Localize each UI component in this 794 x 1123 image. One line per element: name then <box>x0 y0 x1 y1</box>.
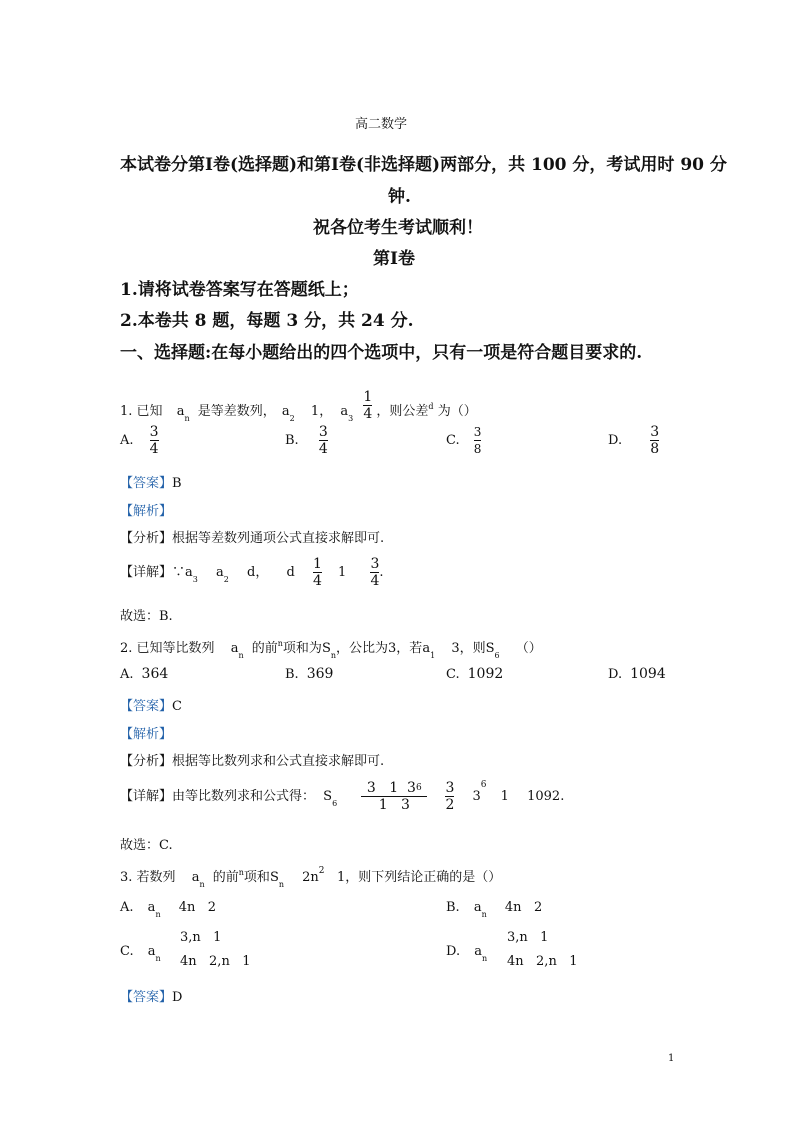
fenxi-text: 根据等差数列通项公式直接求解即可. <box>172 531 385 546</box>
a: a <box>474 944 482 959</box>
d-one: 1 <box>500 789 509 804</box>
q3-text-3: 项和 <box>243 870 270 885</box>
d-a2 <box>216 565 229 584</box>
page-number: 1 <box>668 1053 675 1064</box>
option-label: C. <box>446 433 460 448</box>
q1-text-3: ，则公差 <box>376 404 429 419</box>
q2-conclusion: 故选：C. <box>120 838 173 853</box>
q1-answer <box>120 472 182 491</box>
q2-s6 <box>485 641 500 660</box>
q1-an <box>176 404 190 423</box>
d-b: 3 <box>400 797 410 813</box>
q3-sn <box>269 870 284 889</box>
q2-a1 <box>422 641 436 660</box>
q3-expr <box>302 866 346 885</box>
dot: . <box>560 789 565 804</box>
option-fraction <box>474 424 482 457</box>
intro-line-2: 钟. <box>388 187 411 207</box>
n: n <box>277 639 283 648</box>
q1-a2-a: a <box>281 404 290 419</box>
answer-tag: 【答案】 <box>120 476 173 491</box>
q1-a2-sub: 2 <box>289 414 295 423</box>
opt-d-an <box>474 944 488 963</box>
d-a3 <box>185 565 198 584</box>
q2-detail <box>120 780 564 813</box>
d-pow <box>472 780 487 804</box>
d-var: d <box>286 565 295 580</box>
fenxi-text: 根据等比数列求和公式直接求解即可. <box>172 754 385 769</box>
num: 1 <box>312 556 322 572</box>
sub: n <box>155 954 161 963</box>
num: 3 <box>318 424 328 440</box>
a: a <box>230 641 239 656</box>
exp: 6 <box>480 780 487 790</box>
option-label: D. <box>446 944 461 959</box>
sub: 1 <box>430 651 436 660</box>
q3-option-d-case1: 3,n 1 <box>507 930 549 945</box>
q2-option-d[interactable] <box>608 666 666 682</box>
answer-tag: 【答案】 <box>120 990 173 1005</box>
answer-value: D <box>172 990 183 1005</box>
q2-text-6: ，则 <box>459 641 486 656</box>
num: 3 <box>445 780 455 796</box>
opt-b-an <box>473 900 487 919</box>
option-label: C. <box>120 944 134 959</box>
q2-option-c[interactable] <box>446 666 503 682</box>
q1-frac <box>363 389 372 422</box>
q1-a3 <box>340 404 354 423</box>
fenxi-tag: 【分析】 <box>120 754 173 769</box>
q1-detail <box>120 556 384 589</box>
page-title: 高二数学 <box>355 117 408 132</box>
q2-text-3: 项和为 <box>282 641 322 656</box>
q3-option-c-case2: 4n 2,n 1 <box>180 954 251 969</box>
option-value: 1092 <box>467 666 504 682</box>
q1-option-b[interactable] <box>285 424 328 457</box>
q1-one: 1 <box>310 404 320 419</box>
q1-frac-den: 4 <box>363 406 373 422</box>
note-2: 2.本卷共 8 题，每题 3 分，共 24 分. <box>120 311 414 331</box>
option-label: A. <box>120 900 134 915</box>
expr-b: 2 <box>533 900 543 915</box>
option-fraction <box>650 424 659 457</box>
q2-answer <box>120 695 182 714</box>
s: S <box>323 789 333 804</box>
q1-option-c[interactable] <box>446 424 481 457</box>
section-heading: 一、选择题:在每小题给出的四个选项中，只有一项是符合题目要求的. <box>120 343 643 363</box>
because-symbol: ∵ <box>172 565 186 580</box>
intro-line-1: 本试卷分第Ⅰ卷(选择题)和第Ⅰ卷(非选择题)两部分，共 100 分，考试用时 90 分 <box>120 155 727 175</box>
q3-option-a[interactable] <box>120 900 217 919</box>
q2-text: 2. 已知等比数列 <box>120 641 215 656</box>
den <box>379 797 410 813</box>
expr-a: 4n <box>504 900 522 915</box>
option-label: B. <box>285 667 299 682</box>
q3-text-2: 的前 <box>212 870 239 885</box>
sub: n <box>238 651 244 660</box>
s: S <box>269 870 279 885</box>
option-label: D. <box>608 433 623 448</box>
option-fraction <box>319 424 328 457</box>
d-result: 1092 <box>527 789 561 804</box>
dot: . <box>379 565 384 580</box>
q1-d: d <box>428 402 434 411</box>
q1-conclusion: 故选：B. <box>120 609 173 624</box>
q1-a2 <box>281 404 295 423</box>
q2-text-4: ，公比为 <box>336 641 389 656</box>
q2-analysis-tag: 【解析】 <box>120 727 173 742</box>
q3-option-d[interactable] <box>446 944 488 963</box>
n-c: 3 <box>407 780 416 796</box>
note-1: 1.请将试卷答案写在答题纸上； <box>120 280 359 300</box>
q1-an-sub: n <box>184 414 190 423</box>
q2-fenxi <box>120 750 384 769</box>
q3-text-4: ，则下列结论正确的是（） <box>345 870 502 885</box>
sub: n <box>199 880 205 889</box>
option-value: 1094 <box>630 666 666 682</box>
den: 4 <box>312 573 322 589</box>
option-label: A. <box>120 667 134 682</box>
d-s6 <box>323 789 338 808</box>
sub: n <box>481 910 487 919</box>
q1-an-a: a <box>176 404 185 419</box>
sub: n <box>155 910 161 919</box>
num: 3 <box>370 556 380 572</box>
q3-option-b[interactable] <box>446 900 543 919</box>
q1-frac-num: 1 <box>363 389 373 405</box>
q2-text-7: （） <box>515 641 542 656</box>
num <box>367 780 422 796</box>
q1-a3-a: a <box>340 404 349 419</box>
q2-text-2: 的前 <box>251 641 278 656</box>
sub: 2 <box>223 575 229 584</box>
a: a <box>147 944 156 959</box>
part-title: 第Ⅰ卷 <box>373 249 415 269</box>
den: 8 <box>473 442 482 456</box>
q3-option-c[interactable] <box>120 944 161 963</box>
den: 4 <box>318 441 328 457</box>
d-one: 1 <box>338 565 347 580</box>
q2-option-a[interactable] <box>120 666 168 682</box>
opt-a-an <box>147 900 161 919</box>
q3-an <box>191 870 205 889</box>
sub: 3 <box>192 575 198 584</box>
n-b: 1 <box>389 780 399 796</box>
base: 3 <box>472 789 481 804</box>
a: a <box>191 870 200 885</box>
s: S <box>321 641 331 656</box>
den: 8 <box>650 441 660 457</box>
n: n <box>238 868 244 877</box>
q1-fenxi <box>120 527 384 546</box>
a: a <box>147 900 156 915</box>
answer-tag: 【答案】 <box>120 699 173 714</box>
wish-text: 祝各位考生考试顺利！ <box>313 218 483 238</box>
expr-a: 4n <box>178 900 196 915</box>
q1-analysis-tag: 【解析】 <box>120 504 173 519</box>
question-3-stem <box>120 866 502 889</box>
den: 4 <box>149 441 159 457</box>
question-2-stem <box>120 637 542 660</box>
answer-value: C <box>172 699 182 714</box>
s: S <box>485 641 495 656</box>
q2-option-b[interactable] <box>285 666 333 682</box>
a: a <box>422 641 431 656</box>
option-label: A. <box>120 433 134 448</box>
n-c-sup: 6 <box>415 783 422 793</box>
q3-answer <box>120 986 182 1005</box>
option-label: C. <box>446 667 460 682</box>
sub: n <box>482 954 488 963</box>
option-fraction <box>150 424 159 457</box>
d-frac <box>313 556 322 589</box>
option-label: D. <box>608 667 623 682</box>
expr-b: 2 <box>207 900 217 915</box>
n-a: 3 <box>366 780 376 796</box>
q2-an <box>230 641 244 660</box>
e-sup: 2 <box>318 866 325 876</box>
d-term: d， <box>247 565 269 580</box>
den: 2 <box>445 797 455 813</box>
q1-comma: ， <box>319 404 333 419</box>
detail-tag: 【详解】 <box>120 789 173 804</box>
q3-option-d-case2: 4n 2,n 1 <box>507 954 578 969</box>
q1-text-4: 为（） <box>437 404 477 419</box>
a: a <box>216 565 224 580</box>
opt-c-an <box>147 944 161 963</box>
q3-text: 3. 若数列 <box>120 870 176 885</box>
q1-option-a[interactable] <box>120 424 159 457</box>
num: 3 <box>149 424 159 440</box>
detail-text: 由等比数列求和公式得： <box>172 789 316 804</box>
q1-option-d[interactable] <box>608 424 659 457</box>
q1-text: 1. 已知 <box>120 404 163 419</box>
q3-option-c-case1: 3,n 1 <box>180 930 222 945</box>
a: a <box>473 900 482 915</box>
detail-tag: 【详解】 <box>120 565 173 580</box>
e-b: 1 <box>336 870 346 885</box>
sub: n <box>330 651 336 660</box>
q2-text-5: ，若 <box>396 641 423 656</box>
option-value: 364 <box>141 666 169 682</box>
q1-text-2: 是等差数列， <box>197 404 276 419</box>
d-sum-frac <box>361 780 427 813</box>
sub: 6 <box>494 651 500 660</box>
num: 3 <box>650 424 660 440</box>
d-frac2 <box>445 780 454 813</box>
q2-sn <box>321 641 336 660</box>
sub: n <box>278 880 284 889</box>
num: 3 <box>473 425 482 439</box>
d-a: 1 <box>378 797 388 813</box>
option-label: B. <box>446 900 460 915</box>
three: 3 <box>388 641 397 656</box>
q1-a3-sub: 3 <box>348 414 354 423</box>
sub: 6 <box>332 799 338 808</box>
a: a <box>185 565 193 580</box>
fenxi-tag: 【分析】 <box>120 531 173 546</box>
a1-value: 3 <box>451 641 460 656</box>
den: 4 <box>370 573 380 589</box>
e-a: 2n <box>302 870 319 885</box>
option-label: B. <box>285 433 299 448</box>
option-value: 369 <box>306 666 334 682</box>
answer-value: B <box>172 476 182 491</box>
